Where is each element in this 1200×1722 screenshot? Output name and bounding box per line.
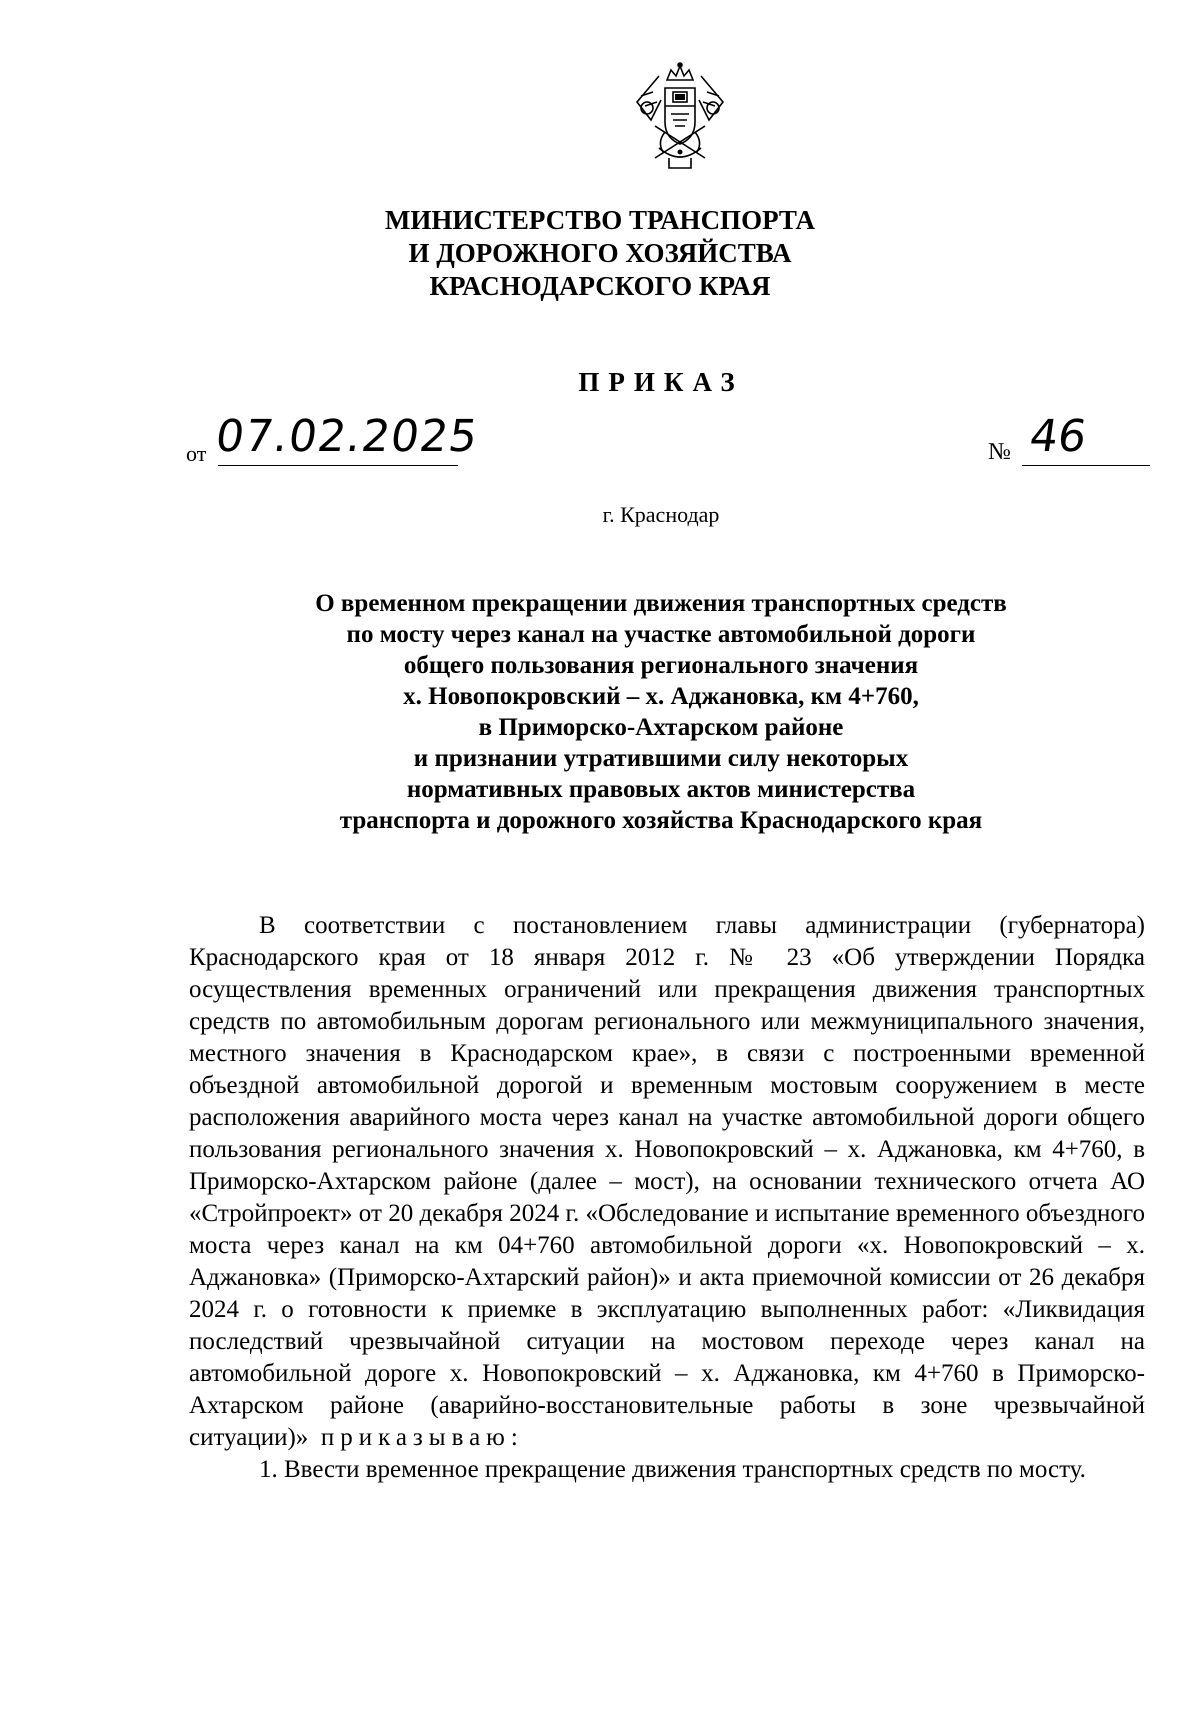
subject-line: и признании утратившими силу некоторых	[413, 745, 909, 772]
subject-line: общего пользования регионального значения	[403, 652, 919, 679]
date-prefix: от	[186, 441, 207, 466]
preamble-paragraph	[189, 910, 1145, 1454]
order-title: ПРИКАЗ	[578, 367, 744, 397]
date-underline	[218, 465, 458, 466]
subject-line: в Приморско-Ахтарском районе	[478, 714, 844, 741]
subject-line: х. Новопокровский – х. Аджановка, км 4+760,	[403, 683, 919, 710]
handwritten-date: 07.02.2025	[212, 411, 482, 462]
preamble-text: В соответствии с постановлением главы администрации (губернатора) Краснодарского края от 18 января 2012 г. № 23 «Об утверждении Порядка осуществления временных ограничений или прекращения движения транспортных средств по автомобильным дорогам регионального или межмуниципального значения, местного значения в Краснодарском крае», в связи с построенными временной объездной автомобильной дорогой и временным мостовым сооружением в месте расположения аварийного моста через канал на участке автомобильной дороги общего пользования регионального значения х. Новопокровский – х. Аджановка, км 4+760, в Приморско-Ахтарском районе (далее – мост), на основании технического отчета АО «Стройпроект» от 20 декабря 2024 г. «Обследование и испытание временного объездного моста через канал на км 04+760 автомобильной дороги «х. Новопокровский – х. Аджановка» (Приморско-Ахтарский район)» и акта приемочной комиссии от 26 декабря 2024 г. о готовности к приемке в эксплуатацию выполненных работ: «Ликвидация последствий чрезвычайной ситуации на мостовом переходе через канал на автомобильной дороге х. Новопокровский – х. Аджановка, км 4+760 в Приморско-Ахтарском районе (аварийно-восстановительные работы в зоне чрезвычайной ситуации)»	[189, 912, 1145, 1451]
coat-of-arms-emblem	[629, 62, 731, 172]
ministry-line-2: И ДОРОЖНОГО ХОЗЯЙСТВА	[408, 238, 792, 268]
number-prefix: №	[988, 439, 1011, 465]
subject-line: по мосту через канал на участке автомобильной дороги	[346, 621, 976, 648]
order-subject	[0, 588, 1200, 836]
handwritten-number: 46	[1026, 411, 1090, 462]
order-word: приказываю:	[320, 1424, 524, 1451]
subject-line: нормативных правовых актов министерства	[406, 776, 916, 803]
item-1-paragraph: 1. Ввести временное прекращение движения транспортных средств по мосту.	[259, 1456, 1086, 1483]
number-underline	[1022, 465, 1150, 466]
ministry-line-3: КРАСНОДАРСКОГО КРАЯ	[429, 271, 771, 301]
order-body	[189, 910, 1145, 1486]
city-name: г. Краснодар	[602, 502, 720, 527]
subject-line: О временном прекращении движения транспортных средств	[315, 590, 1007, 617]
subject-line: транспорта и дорожного хозяйства Краснодарского края	[339, 807, 983, 834]
ministry-name	[0, 204, 1200, 303]
ministry-line-1: МИНИСТЕРСТВО ТРАНСПОРТА	[384, 205, 816, 235]
